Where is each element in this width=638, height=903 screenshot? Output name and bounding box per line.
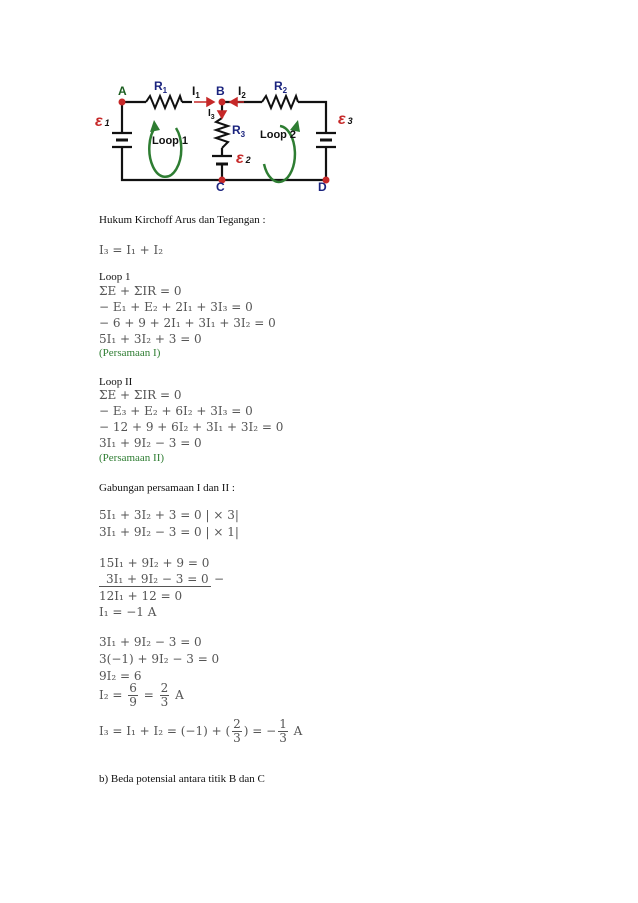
eq-junction: I₃ = I₁ + I₂: [99, 243, 164, 257]
frac-den: 3: [233, 731, 241, 745]
battery-e2: [212, 156, 232, 164]
node-a: [119, 99, 126, 106]
loop2-line-2: − E₃ + E₂ + 6I₂ + 3I₃ = 0: [99, 404, 253, 418]
label-i2: $I_2$: [238, 84, 246, 100]
eq-i3-unit: A: [293, 724, 303, 738]
elim-divider: [99, 586, 211, 587]
label-e3: ε 3: [338, 111, 353, 128]
node-b: [219, 99, 226, 106]
current-arrow-i3: [218, 111, 226, 118]
eq-i2: [99, 682, 184, 709]
battery-e1: [112, 133, 132, 147]
eq-i3-mid: ) = −: [243, 724, 277, 738]
loop1-arrowhead: [150, 120, 160, 132]
sub-line-2: 3(−1) + 9I₂ − 3 = 0: [99, 652, 220, 666]
label-c: C: [216, 180, 225, 194]
loop2-line-3: − 12 + 9 + 6I₂ + 3I₁ + 3I₂ = 0: [99, 420, 284, 434]
elim-minus-sign: −: [214, 572, 225, 586]
part-b-heading: b) Beda potensial antara titik B dan C: [99, 773, 265, 785]
resistor-r2: [262, 96, 298, 108]
label-loop1: Loop 1: [152, 135, 189, 147]
fraction-6-9: [128, 682, 138, 709]
combine-line-2: 3I₁ + 9I₂ − 3 = 0 | × 1|: [99, 525, 239, 539]
eq-i2-unit: A: [175, 688, 184, 702]
loop1-arrow: [149, 126, 181, 177]
loop2-line-4: 3I₁ + 9I₂ − 3 = 0: [99, 436, 202, 450]
elim-line-4: I₁ = −1 A: [99, 605, 157, 619]
label-r1: $R_1$: [154, 79, 168, 95]
frac-den: 3: [160, 695, 169, 709]
loop1-line-2: − E₁ + E₂ + 2I₁ + 3I₃ = 0: [99, 300, 253, 314]
resistor-r1: [146, 96, 182, 108]
label-b: B: [216, 84, 225, 98]
frac-num: 1: [279, 717, 287, 731]
fraction-2-3: [232, 718, 242, 745]
frac-num: 2: [160, 681, 169, 695]
eq-i3: [99, 718, 302, 745]
elim-line-2: 3I₁ + 9I₂ − 3 = 0: [106, 572, 209, 586]
loop1-title: Loop 1: [99, 271, 131, 283]
frac-num: 6: [129, 681, 137, 695]
label-e1: ε 1: [95, 113, 110, 130]
battery-e3: [316, 133, 336, 147]
label-i1: $I_1$: [192, 84, 200, 100]
label-i3: $I_3$: [208, 108, 215, 121]
fraction-1-3: [278, 718, 288, 745]
label-r2: $R_2$: [274, 79, 288, 95]
eq-i3-lhs: I₃ = I₁ + I₂ = (−1) + (: [99, 724, 231, 738]
frac-num: 2: [233, 717, 241, 731]
loop1-line-1: ΣE + ΣIR = 0: [99, 284, 182, 298]
eq-i2-lhs: I₂ =: [99, 688, 123, 702]
loop2-title: Loop II: [99, 376, 133, 388]
elim-line-3: 12I₁ + 12 = 0: [99, 589, 183, 603]
combine-line-1: 5I₁ + 3I₂ + 3 = 0 | × 3|: [99, 508, 239, 522]
heading-kirchhoff: Hukum Kirchoff Arus dan Tegangan :: [99, 214, 266, 226]
combine-title: Gabungan persamaan I dan II :: [99, 482, 235, 494]
loop1-line-4: 5I₁ + 3I₂ + 3 = 0: [99, 332, 202, 346]
loop2-line-1: ΣE + ΣIR = 0: [99, 388, 182, 402]
frac-den: 3: [279, 731, 287, 745]
label-e2: ε 2: [236, 150, 251, 167]
elim-line-1: 15I₁ + 9I₂ + 9 = 0: [99, 556, 210, 570]
eq-i2-eq: =: [143, 688, 154, 702]
fraction-2-3: [160, 682, 170, 709]
circuit-diagram: [92, 78, 362, 198]
sub-line-1: 3I₁ + 9I₂ − 3 = 0: [99, 635, 202, 649]
sub-line-3: 9I₂ = 6: [99, 669, 142, 683]
label-loop2: Loop 2: [260, 129, 297, 141]
resistor-r3: [216, 118, 228, 148]
label-a: A: [118, 84, 127, 98]
frac-den: 9: [129, 695, 137, 709]
loop1-line-3: − 6 + 9 + 2I₁ + 3I₁ + 3I₂ = 0: [99, 316, 276, 330]
label-d: D: [318, 180, 327, 194]
label-r3: $R_3$: [232, 123, 246, 139]
loop1-tag: (Persamaan I): [99, 347, 161, 359]
loop2-tag: (Persamaan II): [99, 452, 165, 464]
